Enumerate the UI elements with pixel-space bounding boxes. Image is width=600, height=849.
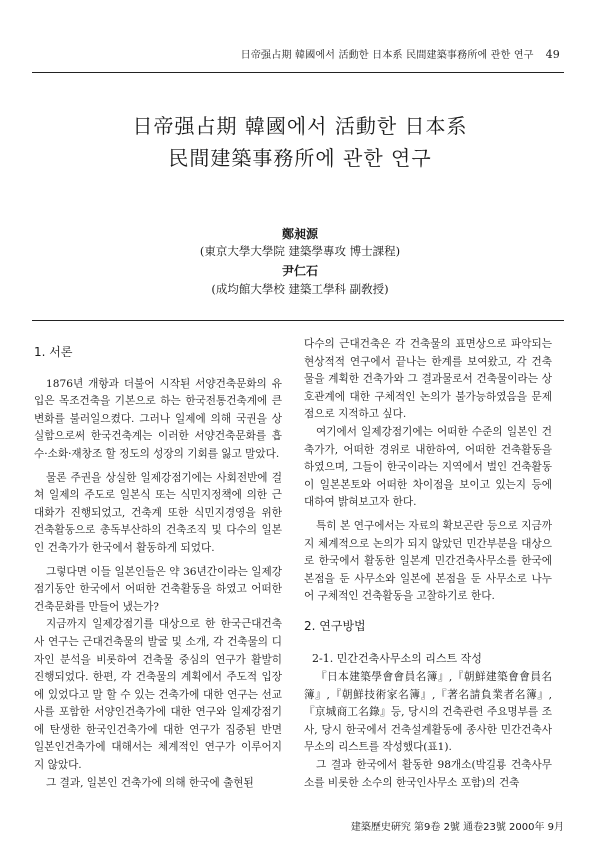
body-paragraph: 다수의 근대건축은 각 건축물의 표면상으로 파악되는 현상적적 연구에서 끝나는 한계를 보여왔고, 각 건축물을 계획한 건축가와 그 결과물로서 건축물이라는 상호관계에 대한 구체적인 논의가 불가능하였음을 문제점으로 지적하고 싶다. <box>304 338 552 421</box>
section-heading-introduction: 1. 서론 <box>34 345 73 359</box>
body-paragraph: 여기에서 일제강점기에는 어떠한 수준의 일본인 건축가가, 어떠한 경위로 내한하여, 어떠한 건축활동을 하였으며, 그들이 한국이라는 지역에서 벌인 건축활동이 일본본토와 어떠한 차이점을 보이고 있는지 등에 대하여 밝혀보고자 한다. <box>304 425 552 509</box>
paper-title <box>0 110 600 174</box>
body-paragraph: 물론 주권을 상실한 일제강점기에는 사회전반에 걸쳐 일제의 주도로 일본식 또는 식민지정책에 의한 근대화가 진행되었고, 건축계 또한 식민지경영을 위한 건축활동으로 총독부산하의 건축조직 및 다수의 일본인 건축가가 한국에서 활동하게 되었다. <box>34 471 282 554</box>
body-paragraph: 그렇다면 이들 일본인들은 약 36년간이라는 일제강점기동안 한국에서 어떠한 건축활동을 하였고 어떠한 건축문화를 만들어 냈는가? <box>34 565 282 613</box>
running-header-text: 日帝强占期 韓國에서 活動한 日本系 民間建築事務所에 관한 연구 <box>240 50 534 61</box>
right-column <box>304 336 552 792</box>
author-2-name: 尹仁石 <box>281 264 318 278</box>
body-paragraph: 그 결과 한국에서 활동한 98개소(박길룡 건축사무소를 비롯한 소수의 한국인사무소 포함)의 건축 <box>304 759 552 789</box>
section-heading-method: 2. 연구방법 <box>304 618 366 633</box>
body-paragraph: 1876년 개항과 더불어 시작된 서양건축문화의 유입은 목조건축을 기본으로 하는 한국전통건축계에 큰 변화를 불러일으켰다. 그러나 일제에 의해 국권을 상실함으로써 한국건축계는 이러한 서양건축문화를 흡수·소화·재창조 할 정도의 성장의 기회를 잃고 말았다. <box>34 377 282 460</box>
section-rule <box>32 320 564 321</box>
subsection-heading: 2-1. 민간건축사무소의 리스트 작성 <box>312 651 482 665</box>
body-paragraph: 특히 본 연구에서는 자료의 확보곤란 등으로 지금까지 체계적으로 논의가 되지 않았던 민간부분을 대상으로 한국에서 활동한 일본계 민간건축사무소를 한국에 본점을 둔 사무소와 일본에 본점을 둔 사무소로 나누어 구체적인 건축활동을 고찰하기로 한다. <box>304 519 552 603</box>
body-paragraph: 그 결과, 일본인 건축가에 의해 한국에 출현된 <box>46 776 254 789</box>
title-line-2: 民間建築事務所에 관한 연구 <box>168 146 432 170</box>
body-paragraph: 『日本建築學會會員名簿』,『朝鮮建築會會員名簿』,『朝鮮技術家名簿』,『著名請負業者名簿』,『京城商工名錄』등, 당시의 건축관련 주요명부를 조사, 당시 한국에서 건축설계활동에 종사한 민간건축사무소의 리스트를 작성했다(표1). <box>304 671 552 754</box>
title-line-1: 日帝强占期 韓國에서 活動한 日本系 <box>132 114 468 138</box>
journal-footer: 建築歷史硏究 第9卷 2號 通卷23號 2000年 9月 <box>350 822 564 833</box>
author-1-name: 鄭昶源 <box>281 227 318 241</box>
body-paragraph: 지금까지 일제강점기를 대상으로 한 한국근대건축사 연구는 근대건축물의 발굴 및 소개, 각 건축물의 디자인 분석을 비롯하여 건축물 중심의 연구가 활발히 진행되었다. 한편, 각 건축물의 계획에서 주도적 입장에 있었다고 말 할 수 있는 건축가에 대한 연구는 선교사를 포함한 서양인건축가에 대한 연구와 일제강점기에 탄생한 한국인건축가에 대한 연구가 집중된 반면 일본인건축가에 대해서는 체계적인 연구가 이루어지지 않았다. <box>34 618 282 772</box>
author-2-affiliation: (成均館大學校 建築工學科 副敎授) <box>211 282 389 296</box>
running-header <box>240 46 560 61</box>
page-number: 49 <box>545 48 560 61</box>
header-rule <box>32 72 564 73</box>
author-1-affiliation: (東京大學大學院 建築學專攻 博士課程) <box>199 244 401 258</box>
left-column <box>34 336 282 792</box>
